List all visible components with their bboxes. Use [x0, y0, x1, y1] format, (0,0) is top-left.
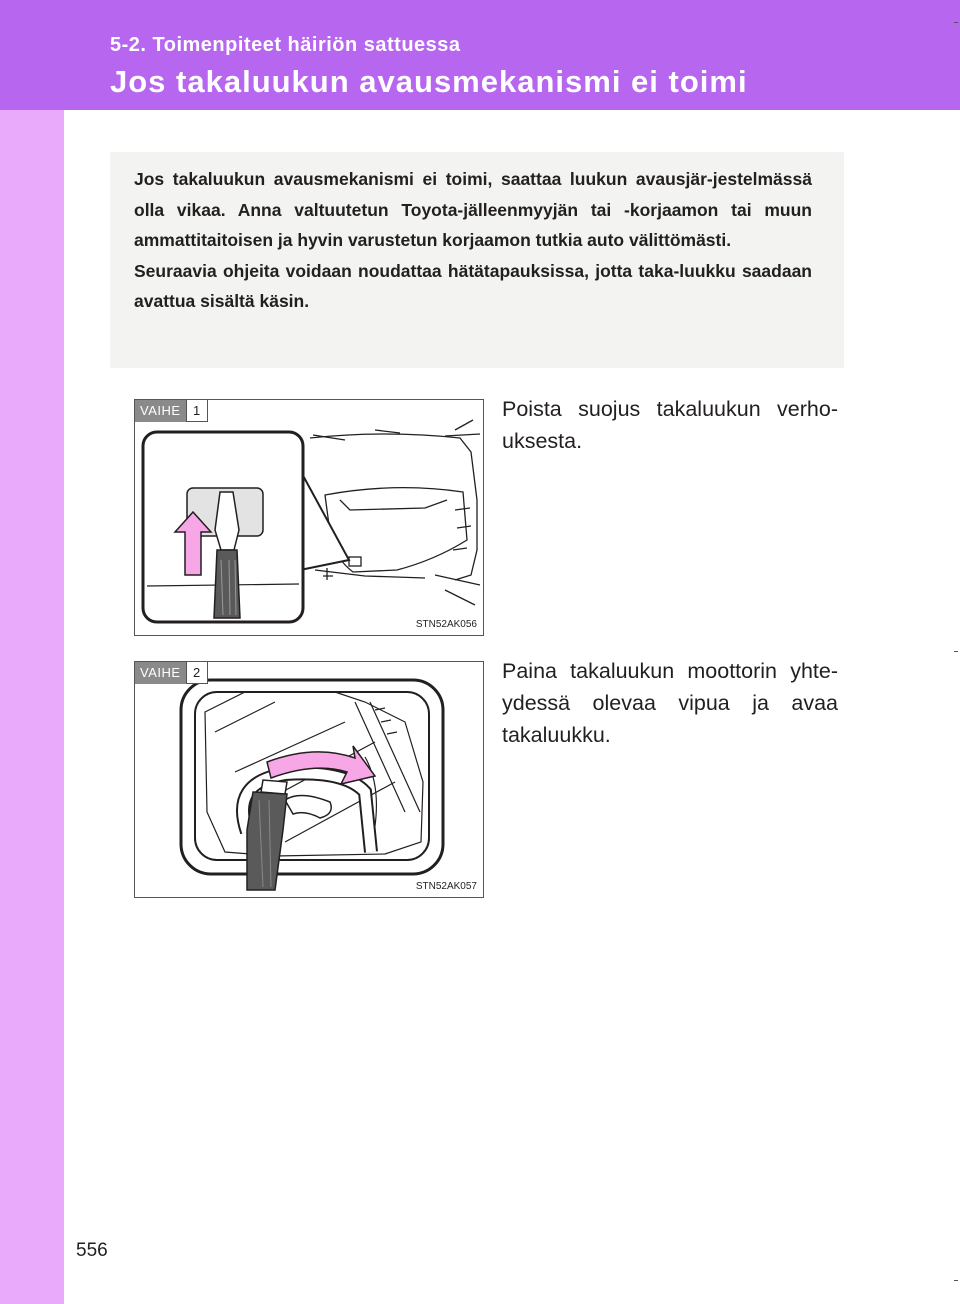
figure-code: STN52AK057 — [415, 881, 477, 892]
crop-mark — [954, 1280, 958, 1281]
step-1-badge — [135, 400, 208, 422]
figure-code: STN52AK056 — [415, 619, 477, 630]
step-2-text: Paina takaluukun moottorin yhte-ydessä olevaa vipua ja avaa takaluukku. — [502, 659, 838, 747]
step-badge-number: 1 — [186, 400, 208, 422]
intro-notice-box — [110, 152, 844, 368]
step-badge-label: VAIHE — [135, 662, 186, 684]
intro-paragraph-1: Jos takaluukun avausmekanismi ei toimi, saattaa luukun avausjär-jestelmässä olla vikaa. Anna valtuutetun Toyota-jälleenmyyjän tai -korjaamon tai muun ammattitaitoisen ja hyvin varustetun korjaamon tutkia auto välittömästi. — [134, 169, 812, 250]
step-badge-number: 2 — [186, 662, 208, 684]
crop-mark — [954, 22, 958, 23]
page-title: Jos takaluukun avausmekanismi ei toimi — [110, 64, 748, 99]
step-2-illustration — [135, 662, 483, 897]
header-band — [0, 0, 960, 110]
side-tab-strip — [0, 110, 64, 1304]
step-2-badge — [135, 662, 208, 684]
intro-text — [134, 164, 812, 317]
crop-mark — [954, 651, 958, 652]
step-1-illustration — [135, 400, 483, 635]
section-label: 5-2. Toimenpiteet häiriön sattuessa — [110, 34, 461, 56]
step-badge-label: VAIHE — [135, 400, 186, 422]
intro-paragraph-2: Seuraavia ohjeita voidaan noudattaa hätätapauksissa, jotta taka-luukku saadaan avattua sisältä käsin. — [134, 260, 812, 311]
step-1-text: Poista suojus takaluukun verho-uksesta. — [502, 397, 838, 453]
page-number: 556 — [76, 1240, 108, 1261]
step-2-figure — [134, 661, 484, 898]
step-1-figure — [134, 399, 484, 636]
